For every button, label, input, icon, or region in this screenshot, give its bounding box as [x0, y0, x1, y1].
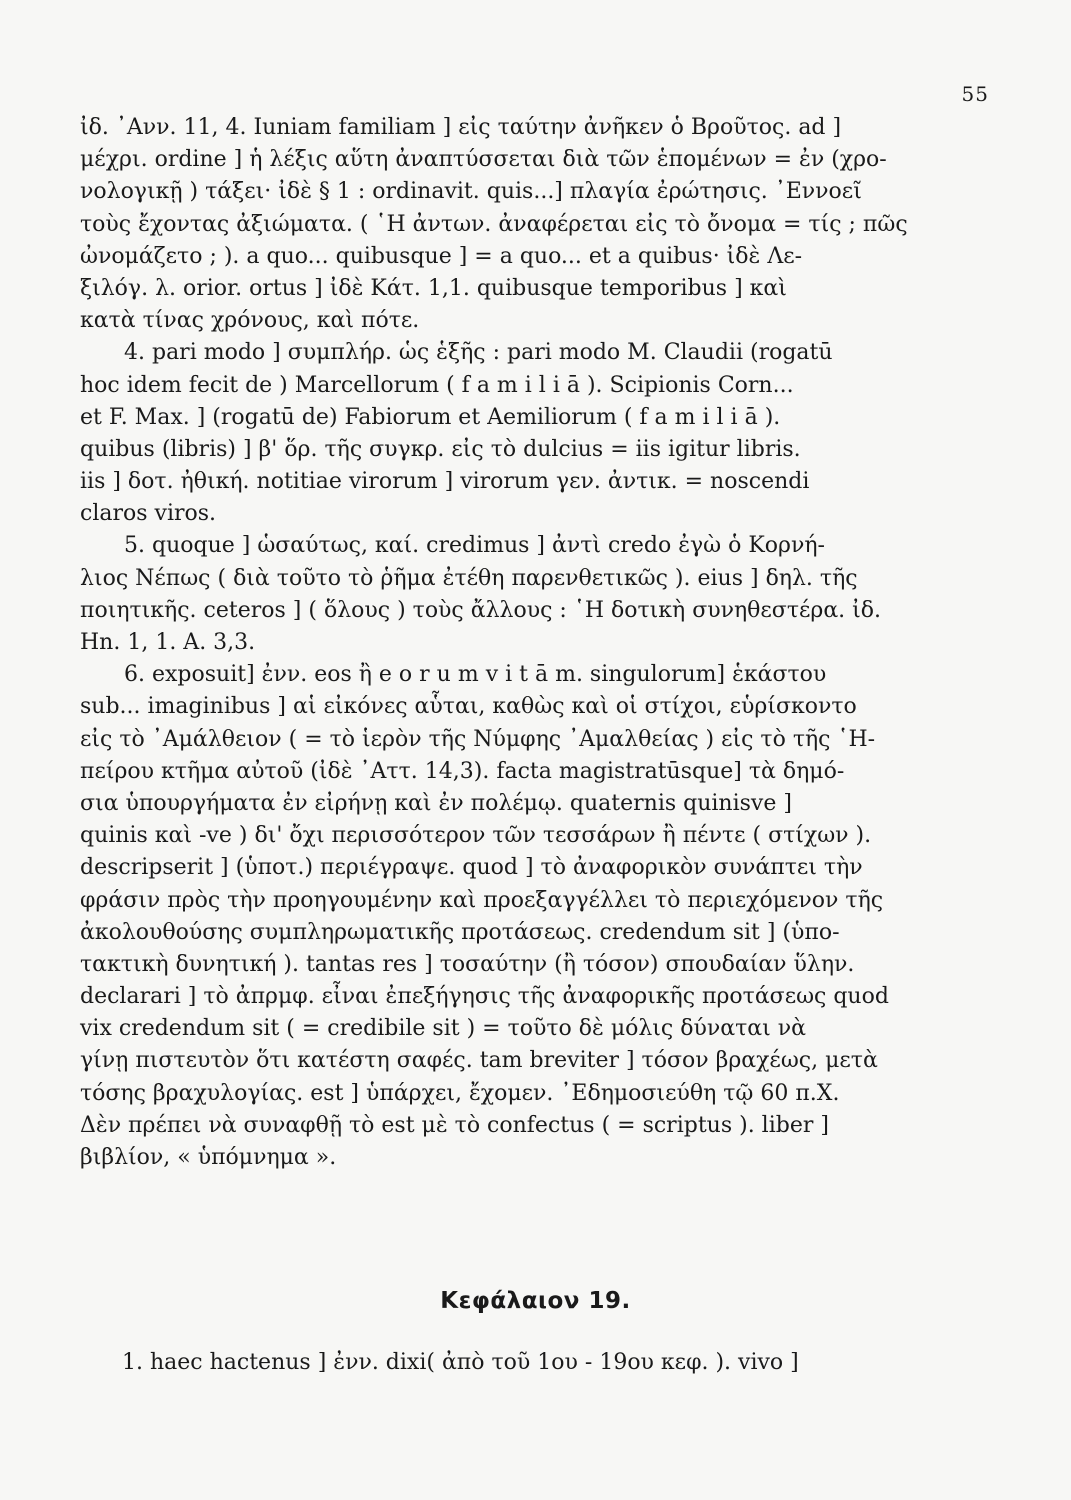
text-line: ποιητικῆς. ceteros ] ( ὅλους ) τοὺς ἄλλους : ῾Η δοτικὴ συνηθεστέρα. ἰδ.: [80, 597, 882, 623]
text-line: hoc idem fecit de ) Marcellorum ( f a m i l i ā ). Scipionis Corn...: [80, 372, 794, 398]
text-line: τοὺς ἔχοντας ἀξιώματα. ( ῾Η ἀντων. ἀναφέρεται εἰς τὸ ὄνομα = τίς ; πῶς: [80, 211, 908, 237]
text-line: vix credendum sit ( = credibile sit ) = τοῦτο δὲ μόλις δύναται νὰ: [80, 1016, 806, 1042]
commentary-text: [80, 112, 940, 1174]
text-line: πείρου κτῆμα αὐτοῦ (ἰδὲ ᾿Αττ. 14,3). facta magistratūsque] τὰ δημό-: [80, 758, 845, 784]
text-line: εἰς τὸ ᾿Αμάλθειον ( = τὸ ἱερὸν τῆς Νύμφης ᾿Αμαλθείας ) εἰς τὸ τῆς ῾Η-: [80, 726, 876, 752]
text-line: Hn. 1, 1. A. 3,3.: [80, 630, 256, 655]
text-line: νολογικῇ ) τάξει· ἰδὲ § 1 : ordinavit. quis...] πλαγία ἐρώτησις. ᾿Εννοεῖ: [80, 179, 862, 205]
text-line: σια ὑπουργήματα ἐν εἰρήνῃ καὶ ἐν πολέμῳ. quaternis quinisve ]: [80, 790, 792, 816]
text-line: βιβλίον, « ὑπόμνημα ».: [80, 1145, 337, 1170]
paragraph-start-line: 5. quoque ] ὡσαύτως, καί. credimus ] ἀντὶ credo ἐγὼ ὁ Κορνή-: [124, 533, 825, 559]
chapter-heading: Κεφάλαιον 19.: [440, 1288, 631, 1314]
text-line: claros viros.: [80, 501, 217, 527]
text-line: μέχρι. ordine ] ἡ λέξις αὕτη ἀναπτύσσεται διὰ τῶν ἑπομένων = ἐν (χρο-: [80, 147, 887, 173]
text-line: ἰδ. ᾿Ανν. 11, 4. Iuniam familiam ] εἰς ταύτην ἀνῆκεν ὁ Βροῦτος. ad ]: [80, 115, 842, 140]
text-line: ἀκολουθούσης συμπληρωματικῆς προτάσεως. credendum sit ] (ὑπο-: [80, 919, 840, 945]
text-line: declarari ] τὸ ἀπρμφ. εἶναι ἐπεξήγησις τῆς ἀναφορικῆς προτάσεως quod: [80, 984, 889, 1010]
text-line: iis ] δοτ. ἠθική. notitiae virorum ] virorum γεν. ἀντικ. = noscendi: [80, 469, 810, 495]
chapter-first-line: 1. haec hactenus ] ἐνν. dixi( ἀπὸ τοῦ 1ου - 19ου κεφ. ). vivo ]: [122, 1350, 799, 1375]
text-line: φράσιν πρὸς τὴν προηγουμένην καὶ προεξαγγέλλει τὸ περιεχόμενον τῆς: [80, 887, 884, 913]
paragraph-start-line: 4. pari modo ] συμπλήρ. ὡς ἑξῆς : pari modo M. Claudii (rogatū: [124, 340, 833, 366]
text-line: Δὲν πρέπει νὰ συναφθῇ τὸ est μὲ τὸ confectus ( = scriptus ). liber ]: [80, 1112, 829, 1138]
text-line: et F. Max. ] (rogatū de) Fabiorum et Aemiliorum ( f a m i l i ā ).: [80, 404, 781, 430]
text-line: quibus (libris) ] β' ὅρ. τῆς συγκρ. εἰς τὸ dulcius = iis igitur libris.: [80, 436, 801, 462]
text-line: κατὰ τίνας χρόνους, καὶ πότε.: [80, 308, 420, 334]
text-line: descripserit ] (ὑποτ.) περιέγραψε. quod ] τὸ ἀναφορικὸν συνάπτει τὴν: [80, 855, 863, 881]
text-line: τακτικὴ δυνητική ). tantas res ] τοσαύτην (ἢ τόσον) σπουδαίαν ὕλην.: [80, 951, 855, 977]
text-line: λιος Νέπως ( διὰ τοῦτο τὸ ῥῆμα ἐτέθη παρενθετικῶς ). eius ] δηλ. τῆς: [80, 565, 858, 591]
text-line: ὠνομάζετο ; ). a quo... quibusque ] = a quo... et a quibus· ἰδὲ Λε-: [80, 243, 803, 269]
text-line: τόσης βραχυλογίας. est ] ὑπάρχει, ἔχομεν. ᾿Εδημοσιεύθη τῷ 60 π.Χ.: [80, 1080, 840, 1106]
text-line: γίνῃ πιστευτὸν ὅτι κατέστη σαφές. tam breviter ] τόσον βραχέως, μετὰ: [80, 1048, 878, 1074]
text-line: quinis καὶ -ve ) δι' ὄχι περισσότερον τῶν τεσσάρων ἢ πέντε ( στίχων ).: [80, 823, 872, 849]
text-line: ξιλόγ. λ. orior. ortus ] ἰδὲ Κάτ. 1,1. quibusque temporibus ] καὶ: [80, 275, 787, 301]
page-number: 55: [961, 82, 989, 106]
paragraph-start-line: 6. exposuit] ἐνν. eos ἢ e o r u m v i t ā m. singulorum] ἑκάστου: [124, 662, 827, 688]
text-line: sub... imaginibus ] αἱ εἰκόνες αὗται, καθὼς καὶ οἱ στίχοι, εὑρίσκοντο: [80, 694, 857, 720]
